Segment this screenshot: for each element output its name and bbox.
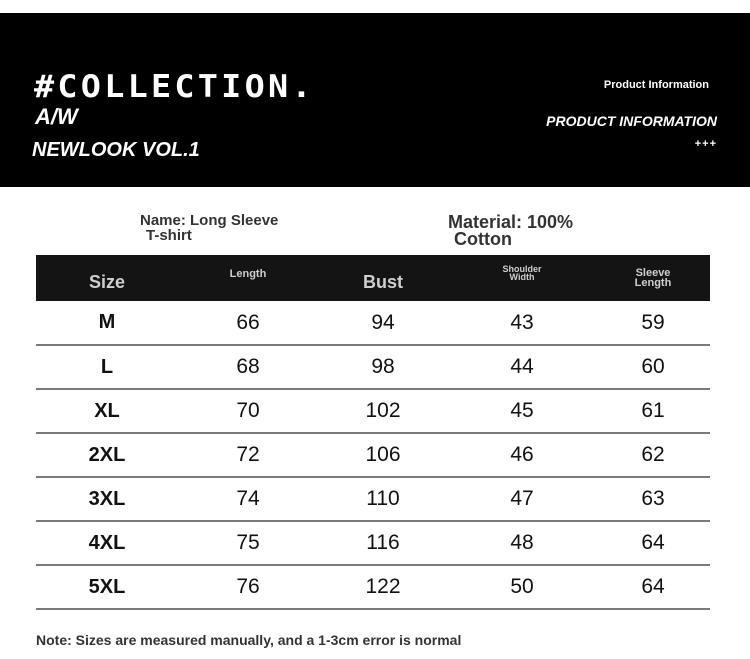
table-row — [36, 345, 710, 389]
table-row — [36, 477, 710, 521]
cell-length: 74 — [236, 487, 260, 510]
cell-length: 76 — [236, 575, 260, 598]
cell-size: 5XL — [88, 575, 126, 598]
product-material — [448, 214, 573, 248]
header-shoulder-line2: Width — [509, 272, 535, 282]
product-material-line2: Cotton — [454, 229, 512, 249]
cell-bust: 106 — [365, 443, 401, 466]
header-bust: Bust — [363, 271, 403, 292]
measurement-note: Note: Sizes are measured manually, and a 1-3cm error is normal — [36, 632, 462, 648]
cell-shoulder: 48 — [510, 531, 534, 554]
plus-decoration: +++ — [694, 138, 717, 150]
cell-size: XL — [94, 399, 120, 422]
cell-shoulder: 47 — [510, 487, 534, 510]
cell-size: 3XL — [88, 487, 126, 510]
cell-bust: 122 — [365, 575, 401, 598]
cell-sleeve: 59 — [641, 310, 665, 334]
product-name-line1: Name: Long Sleeve — [140, 212, 279, 229]
cell-sleeve: 64 — [641, 531, 665, 554]
cell-sleeve: 62 — [641, 443, 665, 466]
cell-bust: 94 — [371, 310, 395, 334]
cell-size: M — [98, 311, 116, 333]
size-chart-table — [36, 255, 710, 610]
table-row — [36, 521, 710, 565]
header-length: Length — [229, 268, 267, 280]
cell-sleeve: 60 — [641, 355, 665, 378]
cell-length: 66 — [236, 310, 260, 334]
cell-bust: 98 — [371, 355, 395, 378]
product-name-line2: T-shirt — [146, 227, 192, 244]
cell-shoulder: 46 — [510, 443, 534, 466]
header-shoulder-width — [448, 255, 596, 301]
table-row — [36, 389, 710, 433]
cell-size: 2XL — [88, 443, 126, 466]
product-name — [140, 213, 278, 243]
cell-sleeve: 61 — [641, 399, 665, 422]
cell-sleeve: 63 — [641, 487, 665, 510]
cell-shoulder: 43 — [510, 310, 534, 334]
volume-label: NEWLOOK VOL.1 — [32, 139, 200, 161]
product-material-line1: Material: 100% — [448, 212, 574, 232]
cell-shoulder: 45 — [510, 399, 534, 422]
cell-size: L — [100, 355, 114, 378]
cell-shoulder: 44 — [510, 355, 534, 378]
product-info-heading: PRODUCT INFORMATION — [546, 113, 717, 129]
table-header-row — [36, 255, 710, 301]
cell-bust: 110 — [366, 487, 400, 510]
product-info-caption: Product Information — [603, 79, 709, 91]
table-row — [36, 565, 710, 609]
table-row — [36, 301, 710, 345]
season-label: A/W — [35, 104, 78, 129]
collection-title: #COLLECTION. — [34, 69, 315, 105]
header-sleeve-line2: Length — [634, 277, 672, 289]
cell-bust: 102 — [365, 399, 401, 422]
cell-length: 70 — [236, 399, 260, 422]
cell-sleeve: 64 — [641, 575, 665, 598]
cell-size: 4XL — [88, 531, 126, 554]
cell-length: 72 — [236, 443, 260, 466]
header-size: Size — [88, 271, 126, 292]
header-shoulder-line1: Shoulder — [502, 264, 542, 274]
header-banner — [0, 13, 750, 187]
header-sleeve-line1: Sleeve — [635, 267, 671, 279]
cell-length: 75 — [236, 531, 260, 554]
table-row — [36, 433, 710, 477]
cell-length: 68 — [236, 355, 260, 378]
header-sleeve-length — [596, 255, 710, 301]
cell-shoulder: 50 — [510, 575, 534, 598]
cell-bust: 116 — [366, 531, 400, 554]
